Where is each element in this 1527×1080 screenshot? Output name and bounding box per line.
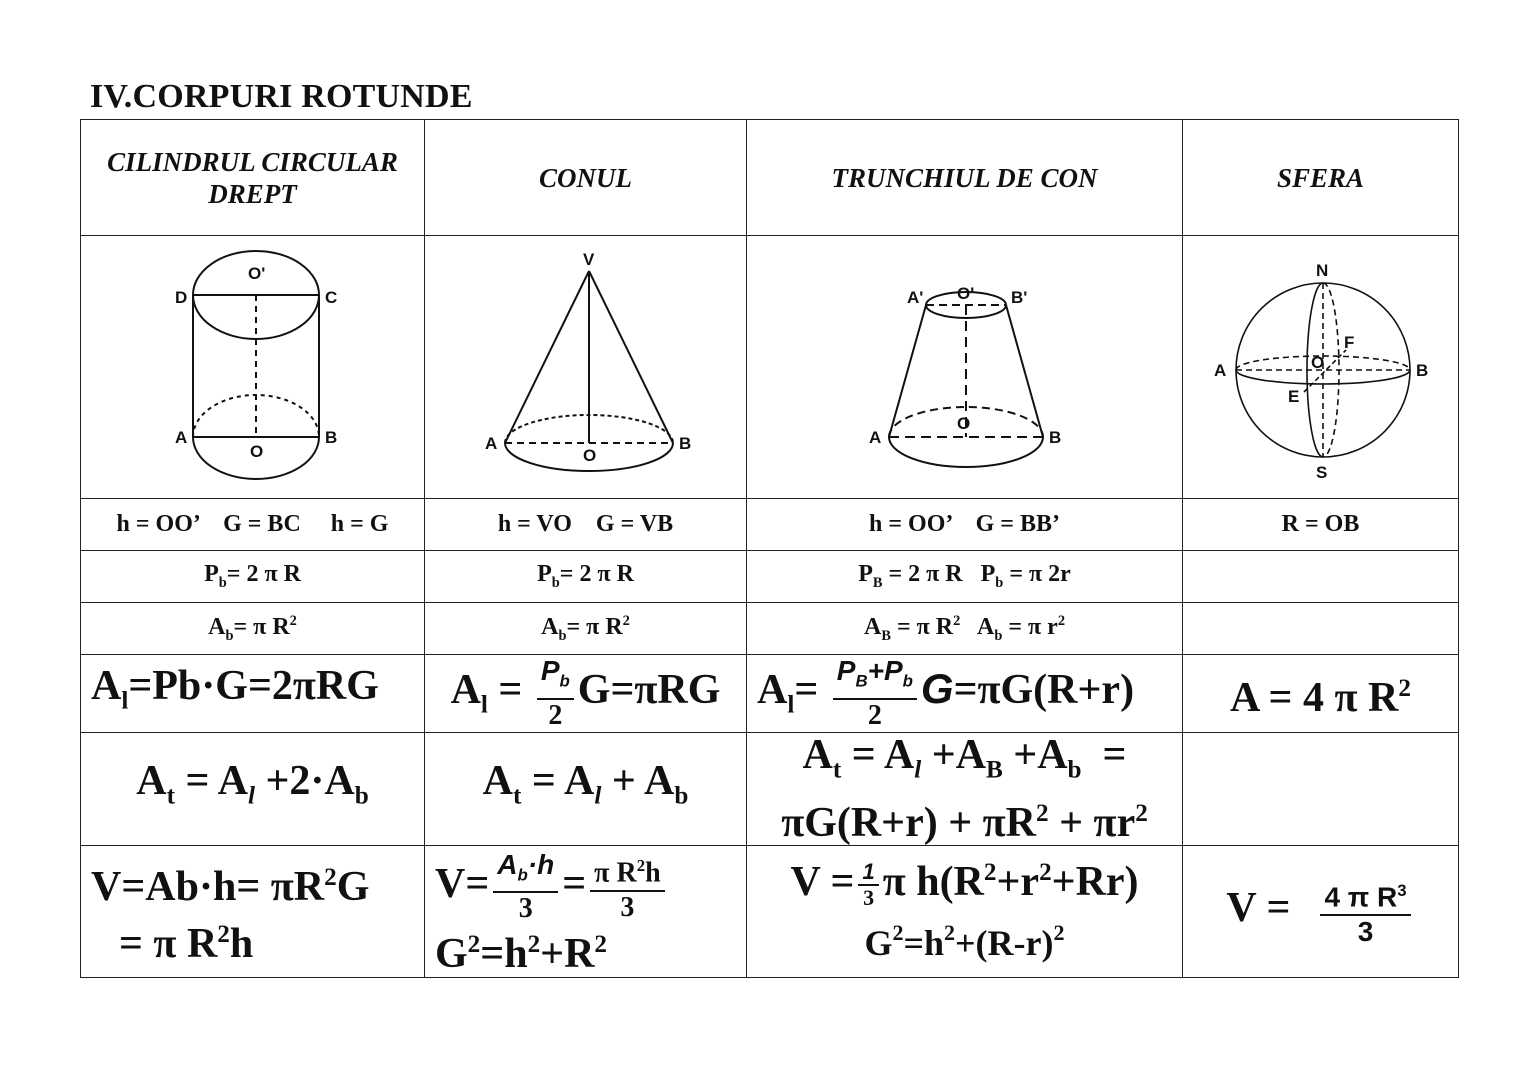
cylinder-figure-cell [81, 236, 425, 499]
sphere-label-a: A [1213, 361, 1226, 380]
cone-volume: V= $\frac{A_b\cdot h}{3}$ = $\frac{\pi R^2h}{3}$ $G^2=h^2+R^2$ [425, 845, 747, 977]
frustum-total-area: $A_t = A_l +A_B +A_b$ = $\pi G(R+r) + \pi R^2 + \pi r^2$ [747, 732, 1183, 845]
lateral-area-row [81, 655, 1459, 733]
frustum-base-area: $A_B = \pi$ $R^2$ $A_b = \pi$ $r^2$ [747, 603, 1183, 655]
frustum-label-o: O [956, 414, 970, 433]
cylinder-label-a: A [174, 428, 187, 447]
sphere-label-f: F [1343, 333, 1354, 352]
frustum-lateral-area: $A_l=$ $\frac{P_B+P_b}{2}$ G=πG(R+r) [747, 655, 1183, 733]
sphere-label-b: B [1415, 361, 1428, 380]
cylinder-base-perimeter: $P_b= 2$ π R [81, 551, 425, 603]
cone-label-v: V [582, 250, 594, 269]
cone-base-area: $A_b= \pi$ $R^2$ [425, 603, 747, 655]
frustum-label-b: B [1048, 428, 1061, 447]
header-cylinder: CILINDRUL CIRCULAR DREPT [81, 120, 425, 236]
frustum-volume: V = $\frac{1}{3}$ π $h(R^2+r^2+Rr)$ $G^2=h^2+(R-r)^2$ [747, 845, 1183, 977]
page-title: IV.CORPURI ROTUNDE [90, 78, 473, 115]
frustum-label-otop: O' [956, 284, 974, 303]
cylinder-label-d: D [174, 288, 187, 307]
sphere-label-s: S [1315, 463, 1327, 482]
cylinder-label-b: B [324, 428, 337, 447]
cone-lateral-area: $A_l$ = $\frac{P_b}{2}$ G=πRG [425, 655, 747, 733]
frustum-base-perimeter: $P_B = 2$ π R $P_b = \pi$ 2r [747, 551, 1183, 603]
sphere-area: A = 4 π $R^2$ [1183, 655, 1459, 733]
cone-figure [471, 247, 701, 487]
cylinder-figure [153, 247, 353, 487]
cone-label-o: O [582, 446, 596, 465]
cone-total-area: $A_t = A_l + A_b$ [425, 732, 747, 845]
frustum-label-a: A [868, 428, 881, 447]
figure-row [81, 236, 1459, 499]
base-area-row [81, 603, 1459, 655]
sphere-label-o: O [1310, 353, 1324, 372]
header-cone: CONUL [425, 120, 747, 236]
header-sphere: SFERA [1183, 120, 1459, 236]
cylinder-volume: $V=Ab\cdot h= \pi R^2G$ = π $R^2h$ [81, 845, 425, 977]
sphere-definitions: R = OB [1183, 499, 1459, 551]
frustum-label-atop: A' [906, 288, 923, 307]
cylinder-label-otop: O' [247, 264, 265, 283]
definition-row [81, 499, 1459, 551]
base-perimeter-row [81, 551, 1459, 603]
sphere-base-perimeter [1183, 551, 1459, 603]
volume-row [81, 845, 1459, 977]
cylinder-definitions: h = OO’ G = BC h = G [81, 499, 425, 551]
sphere-figure [1206, 252, 1436, 482]
frustum-definitions: h = OO’ G = BB’ [747, 499, 1183, 551]
total-area-row [81, 732, 1459, 845]
cone-definitions: h = VO G = VB [425, 499, 747, 551]
frustum-figure [855, 257, 1075, 477]
cylinder-label-c: C [324, 288, 337, 307]
cone-label-b: B [678, 434, 691, 453]
sphere-base-area [1183, 603, 1459, 655]
sphere-figure-cell [1183, 236, 1459, 499]
sphere-label-n: N [1315, 261, 1328, 280]
cylinder-lateral-area: $A_l=Pb\cdot G=2\pi RG$ [81, 655, 425, 733]
cylinder-label-o: O [249, 442, 263, 461]
cone-label-a: A [484, 434, 497, 453]
sphere-total-area [1183, 732, 1459, 845]
cylinder-total-area: $A_t = A_l +2\cdot A_b$ [81, 732, 425, 845]
cylinder-base-area: $A_b= \pi$ $R^2$ [81, 603, 425, 655]
sphere-label-e: E [1287, 387, 1299, 406]
header-row [81, 120, 1459, 236]
cone-figure-cell [425, 236, 747, 499]
cone-base-perimeter: $P_b= 2$ π R [425, 551, 747, 603]
frustum-figure-cell [747, 236, 1183, 499]
header-frustum: TRUNCHIUL DE CON [747, 120, 1183, 236]
frustum-label-btop: B' [1010, 288, 1027, 307]
sphere-volume: V = $\frac{4 \pi R^3}{3}$ [1183, 845, 1459, 977]
formula-table [80, 119, 1459, 978]
